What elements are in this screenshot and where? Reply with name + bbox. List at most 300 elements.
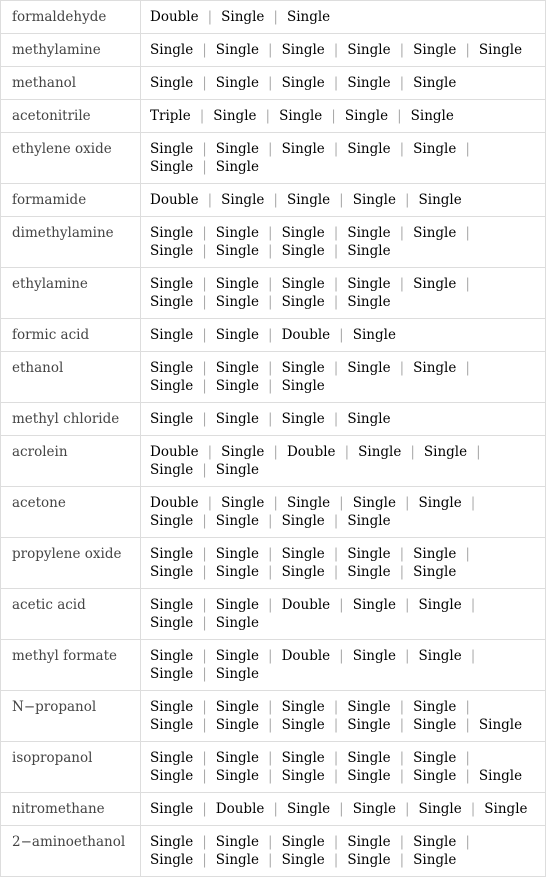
separator: |	[465, 717, 470, 733]
bond-type: Single	[358, 444, 402, 460]
bond-type: Double	[150, 444, 199, 460]
separator: |	[268, 378, 273, 394]
molecule-name: nitromethane	[1, 793, 141, 826]
separator: |	[470, 648, 476, 664]
separator: |	[399, 768, 405, 784]
separator: |	[404, 801, 410, 817]
separator: |	[207, 9, 213, 25]
separator: |	[465, 360, 470, 376]
bond-type: Single	[286, 9, 331, 25]
bond-type: Double	[150, 9, 199, 25]
bond-type: Single	[413, 834, 457, 850]
bond-type: Triple	[150, 108, 191, 124]
bond-types-cell	[141, 826, 546, 877]
bond-type: Single	[413, 225, 457, 241]
bond-type: Single	[215, 141, 259, 157]
bond-types-cell	[141, 691, 546, 742]
table-row	[1, 133, 546, 184]
bond-types-cell	[141, 793, 546, 826]
separator: |	[202, 360, 207, 376]
bond-line	[150, 359, 541, 377]
molecule-name: methyl chloride	[1, 403, 141, 436]
separator: |	[333, 243, 339, 259]
bond-type: Single	[150, 834, 194, 850]
bond-type: Single	[413, 717, 457, 733]
separator: |	[339, 801, 344, 817]
separator: |	[207, 192, 213, 208]
separator: |	[333, 513, 339, 529]
bond-type: Single	[150, 141, 194, 157]
bond-type: Single	[150, 243, 194, 259]
bond-type: Single	[347, 243, 391, 259]
bond-types-cell	[141, 133, 546, 184]
bond-type: Single	[281, 75, 325, 91]
table-row	[1, 589, 546, 640]
bond-type: Single	[352, 192, 396, 208]
separator: |	[202, 378, 207, 394]
bond-types-cell	[141, 538, 546, 589]
bond-type: Single	[150, 42, 194, 58]
bond-type: Single	[150, 225, 194, 241]
separator: |	[268, 597, 273, 613]
separator: |	[268, 141, 273, 157]
separator: |	[397, 108, 402, 124]
separator: |	[202, 159, 207, 175]
bond-type: Single	[150, 768, 194, 784]
bond-type: Single	[352, 648, 396, 664]
bond-type: Single	[347, 768, 391, 784]
separator: |	[333, 141, 339, 157]
bond-type: Single	[352, 327, 396, 343]
bond-type: Single	[215, 648, 259, 664]
separator: |	[202, 462, 207, 478]
separator: |	[333, 276, 339, 292]
molecule-name: dimethylamine	[1, 217, 141, 268]
bond-type: Single	[215, 159, 259, 175]
table-row	[1, 640, 546, 691]
separator: |	[268, 411, 273, 427]
bond-type: Single	[150, 411, 194, 427]
bond-type: Single	[215, 75, 259, 91]
bond-type: Single	[150, 546, 194, 562]
separator: |	[202, 699, 207, 715]
separator: |	[465, 141, 470, 157]
bond-type: Single	[347, 294, 391, 310]
bond-type: Single	[215, 564, 259, 580]
separator: |	[339, 597, 344, 613]
molecule-name: acetic acid	[1, 589, 141, 640]
bond-type: Double	[150, 192, 199, 208]
separator: |	[476, 444, 481, 460]
separator: |	[399, 546, 405, 562]
bond-type: Single	[410, 108, 454, 124]
separator: |	[399, 564, 405, 580]
molecule-name: ethanol	[1, 352, 141, 403]
bond-type: Single	[352, 495, 396, 511]
separator: |	[202, 852, 207, 868]
separator: |	[268, 852, 273, 868]
bond-type: Single	[347, 411, 391, 427]
bond-type: Single	[221, 192, 265, 208]
bond-line	[150, 275, 541, 293]
bond-type: Single	[418, 801, 462, 817]
bond-type: Single	[215, 411, 259, 427]
separator: |	[399, 75, 405, 91]
separator: |	[399, 360, 405, 376]
bond-line	[150, 512, 541, 530]
separator: |	[202, 294, 207, 310]
separator: |	[399, 276, 405, 292]
molecule-name: acetonitrile	[1, 100, 141, 133]
bond-types-cell	[141, 352, 546, 403]
separator: |	[339, 192, 344, 208]
bond-types-cell	[141, 1, 546, 34]
separator: |	[470, 597, 476, 613]
separator: |	[268, 750, 273, 766]
separator: |	[202, 75, 207, 91]
bond-type: Single	[286, 801, 331, 817]
bond-type: Single	[281, 42, 325, 58]
separator: |	[268, 360, 273, 376]
bond-type: Single	[150, 852, 194, 868]
bond-type: Single	[150, 564, 194, 580]
bond-line	[150, 647, 541, 665]
separator: |	[202, 597, 207, 613]
bond-type: Single	[418, 597, 462, 613]
bond-types-cell	[141, 436, 546, 487]
table-row	[1, 319, 546, 352]
separator: |	[399, 750, 405, 766]
bond-type: Single	[347, 360, 391, 376]
bond-line	[150, 665, 541, 683]
separator: |	[399, 42, 405, 58]
separator: |	[333, 360, 339, 376]
bond-type: Single	[215, 717, 259, 733]
bond-type: Single	[215, 546, 259, 562]
table-row	[1, 742, 546, 793]
bond-type: Single	[352, 801, 396, 817]
bond-type: Single	[478, 42, 523, 58]
bond-type: Single	[281, 546, 325, 562]
table-row	[1, 268, 546, 319]
separator: |	[333, 768, 339, 784]
separator: |	[339, 327, 344, 343]
bond-type: Single	[413, 141, 457, 157]
separator: |	[470, 801, 476, 817]
bond-types-cell	[141, 589, 546, 640]
separator: |	[404, 192, 410, 208]
bond-type: Single	[150, 276, 194, 292]
bond-line	[150, 326, 541, 344]
bond-line	[150, 596, 541, 614]
molecule-name: N−propanol	[1, 691, 141, 742]
molecule-name: methanol	[1, 67, 141, 100]
bond-type: Single	[281, 225, 325, 241]
bond-types-cell	[141, 742, 546, 793]
separator: |	[465, 42, 470, 58]
bond-type: Single	[347, 834, 391, 850]
bond-type: Double	[281, 327, 331, 343]
bond-type: Single	[215, 768, 259, 784]
molecule-name: formic acid	[1, 319, 141, 352]
bond-line	[150, 107, 541, 125]
bond-line	[150, 443, 541, 461]
separator: |	[399, 852, 405, 868]
separator: |	[333, 42, 339, 58]
bond-types-cell	[141, 217, 546, 268]
bond-line	[150, 494, 541, 512]
separator: |	[399, 225, 405, 241]
bond-line	[150, 833, 541, 851]
separator: |	[268, 699, 273, 715]
bond-type: Single	[215, 750, 259, 766]
separator: |	[265, 108, 271, 124]
separator: |	[399, 699, 405, 715]
bond-type: Single	[215, 462, 259, 478]
separator: |	[333, 75, 339, 91]
bond-type: Single	[150, 597, 194, 613]
bond-type: Single	[150, 801, 194, 817]
table-row	[1, 1, 546, 34]
separator: |	[268, 327, 273, 343]
bond-type: Single	[413, 42, 457, 58]
separator: |	[333, 852, 339, 868]
bond-type: Single	[150, 717, 194, 733]
bond-type: Single	[215, 834, 259, 850]
separator: |	[333, 717, 339, 733]
bond-type: Single	[347, 141, 391, 157]
separator: |	[331, 108, 336, 124]
bond-type: Single	[215, 852, 259, 868]
separator: |	[344, 444, 350, 460]
separator: |	[202, 546, 207, 562]
bond-line	[150, 410, 541, 428]
separator: |	[465, 276, 470, 292]
molecule-name: methylamine	[1, 34, 141, 67]
table-row	[1, 184, 546, 217]
table-row	[1, 538, 546, 589]
bond-line	[150, 377, 541, 395]
bond-type: Single	[215, 276, 259, 292]
separator: |	[465, 225, 470, 241]
separator: |	[202, 564, 207, 580]
bond-line	[150, 698, 541, 716]
separator: |	[333, 750, 339, 766]
molecule-name: isopropanol	[1, 742, 141, 793]
table-row	[1, 826, 546, 877]
bond-type: Single	[150, 159, 194, 175]
separator: |	[202, 327, 207, 343]
separator: |	[268, 564, 273, 580]
separator: |	[202, 513, 207, 529]
bond-line	[150, 716, 541, 734]
separator: |	[465, 768, 470, 784]
bond-types-cell	[141, 34, 546, 67]
bond-type: Single	[215, 378, 259, 394]
separator: |	[465, 699, 470, 715]
separator: |	[339, 495, 344, 511]
bond-type: Single	[215, 42, 259, 58]
separator: |	[202, 243, 207, 259]
molecule-name: acetone	[1, 487, 141, 538]
bond-type: Single	[344, 108, 389, 124]
table-row	[1, 352, 546, 403]
bond-type: Single	[215, 699, 259, 715]
table-row	[1, 100, 546, 133]
bond-type: Single	[413, 276, 457, 292]
bond-line	[150, 191, 541, 209]
bond-type: Single	[413, 75, 457, 91]
separator: |	[202, 801, 207, 817]
bond-type: Single	[281, 360, 325, 376]
separator: |	[399, 141, 405, 157]
bond-line	[150, 74, 541, 92]
bond-types-cell	[141, 268, 546, 319]
separator: |	[202, 768, 207, 784]
molecule-name: acrolein	[1, 436, 141, 487]
separator: |	[268, 225, 273, 241]
separator: |	[207, 495, 213, 511]
molecule-name: ethylamine	[1, 268, 141, 319]
separator: |	[268, 546, 273, 562]
separator: |	[470, 495, 476, 511]
separator: |	[404, 495, 410, 511]
separator: |	[465, 834, 470, 850]
separator: |	[202, 42, 207, 58]
bond-type: Single	[281, 141, 325, 157]
bond-type: Single	[347, 852, 391, 868]
bond-type: Single	[215, 360, 259, 376]
bond-type: Single	[286, 495, 331, 511]
separator: |	[202, 717, 207, 733]
bond-types-cell	[141, 67, 546, 100]
bond-type: Single	[215, 225, 259, 241]
bond-type: Single	[215, 666, 259, 682]
bond-line	[150, 749, 541, 767]
bond-line	[150, 851, 541, 869]
bond-type: Single	[347, 717, 391, 733]
bond-type: Single	[150, 666, 194, 682]
separator: |	[333, 294, 339, 310]
bond-types-cell	[141, 640, 546, 691]
separator: |	[268, 42, 273, 58]
bond-type: Double	[215, 801, 265, 817]
bond-line	[150, 8, 541, 26]
bond-type: Single	[418, 648, 462, 664]
bond-type: Single	[281, 852, 325, 868]
bond-type: Single	[150, 699, 194, 715]
bond-type: Single	[286, 192, 331, 208]
separator: |	[268, 75, 273, 91]
bond-line	[150, 140, 541, 158]
bond-type: Single	[150, 615, 194, 631]
separator: |	[333, 546, 339, 562]
bond-line	[150, 563, 541, 581]
bond-line	[150, 158, 541, 176]
table-row	[1, 487, 546, 538]
bond-type: Single	[413, 768, 457, 784]
bond-type: Single	[413, 546, 457, 562]
bond-types-cell	[141, 184, 546, 217]
bond-line	[150, 614, 541, 632]
bond-type: Single	[484, 801, 528, 817]
bond-type: Single	[221, 9, 265, 25]
separator: |	[268, 243, 273, 259]
bond-type: Single	[150, 378, 194, 394]
bond-type: Single	[150, 327, 194, 343]
separator: |	[410, 444, 415, 460]
separator: |	[268, 513, 273, 529]
molecule-name: methyl formate	[1, 640, 141, 691]
bond-types-cell	[141, 319, 546, 352]
bond-type: Single	[413, 852, 457, 868]
bond-type: Single	[347, 750, 391, 766]
separator: |	[268, 768, 273, 784]
separator: |	[202, 276, 207, 292]
separator: |	[404, 597, 410, 613]
bond-type: Single	[281, 243, 325, 259]
separator: |	[339, 648, 344, 664]
table-row	[1, 403, 546, 436]
bond-type: Single	[281, 411, 325, 427]
separator: |	[333, 834, 339, 850]
table-row	[1, 793, 546, 826]
bond-type: Single	[150, 462, 194, 478]
separator: |	[465, 546, 470, 562]
separator: |	[202, 411, 207, 427]
separator: |	[268, 294, 273, 310]
bond-type: Single	[279, 108, 323, 124]
table-row	[1, 34, 546, 67]
molecule-name: propylene oxide	[1, 538, 141, 589]
separator: |	[199, 108, 205, 124]
bond-type: Single	[347, 75, 391, 91]
separator: |	[202, 615, 207, 631]
separator: |	[399, 717, 405, 733]
separator: |	[333, 699, 339, 715]
bond-type: Single	[150, 750, 194, 766]
bond-type: Single	[213, 108, 257, 124]
bond-type: Single	[413, 699, 457, 715]
separator: |	[333, 225, 339, 241]
bond-type: Single	[215, 327, 259, 343]
bond-type: Single	[418, 192, 462, 208]
separator: |	[207, 444, 213, 460]
separator: |	[333, 411, 339, 427]
bond-type: Single	[478, 717, 523, 733]
bond-line	[150, 461, 541, 479]
separator: |	[268, 717, 273, 733]
separator: |	[273, 444, 278, 460]
separator: |	[268, 834, 273, 850]
bond-line	[150, 242, 541, 260]
bond-line	[150, 224, 541, 242]
bond-type: Single	[347, 276, 391, 292]
bond-line	[150, 767, 541, 785]
bond-type: Double	[286, 444, 336, 460]
bond-type: Single	[150, 75, 194, 91]
bond-type: Single	[347, 225, 391, 241]
bond-type: Single	[418, 495, 462, 511]
bond-type: Single	[347, 513, 391, 529]
table-body	[1, 1, 546, 877]
bond-type: Single	[281, 750, 325, 766]
bond-type: Single	[347, 564, 391, 580]
bond-type: Single	[281, 276, 325, 292]
bond-line	[150, 41, 541, 59]
bond-type: Single	[150, 513, 194, 529]
bond-type: Single	[352, 597, 396, 613]
